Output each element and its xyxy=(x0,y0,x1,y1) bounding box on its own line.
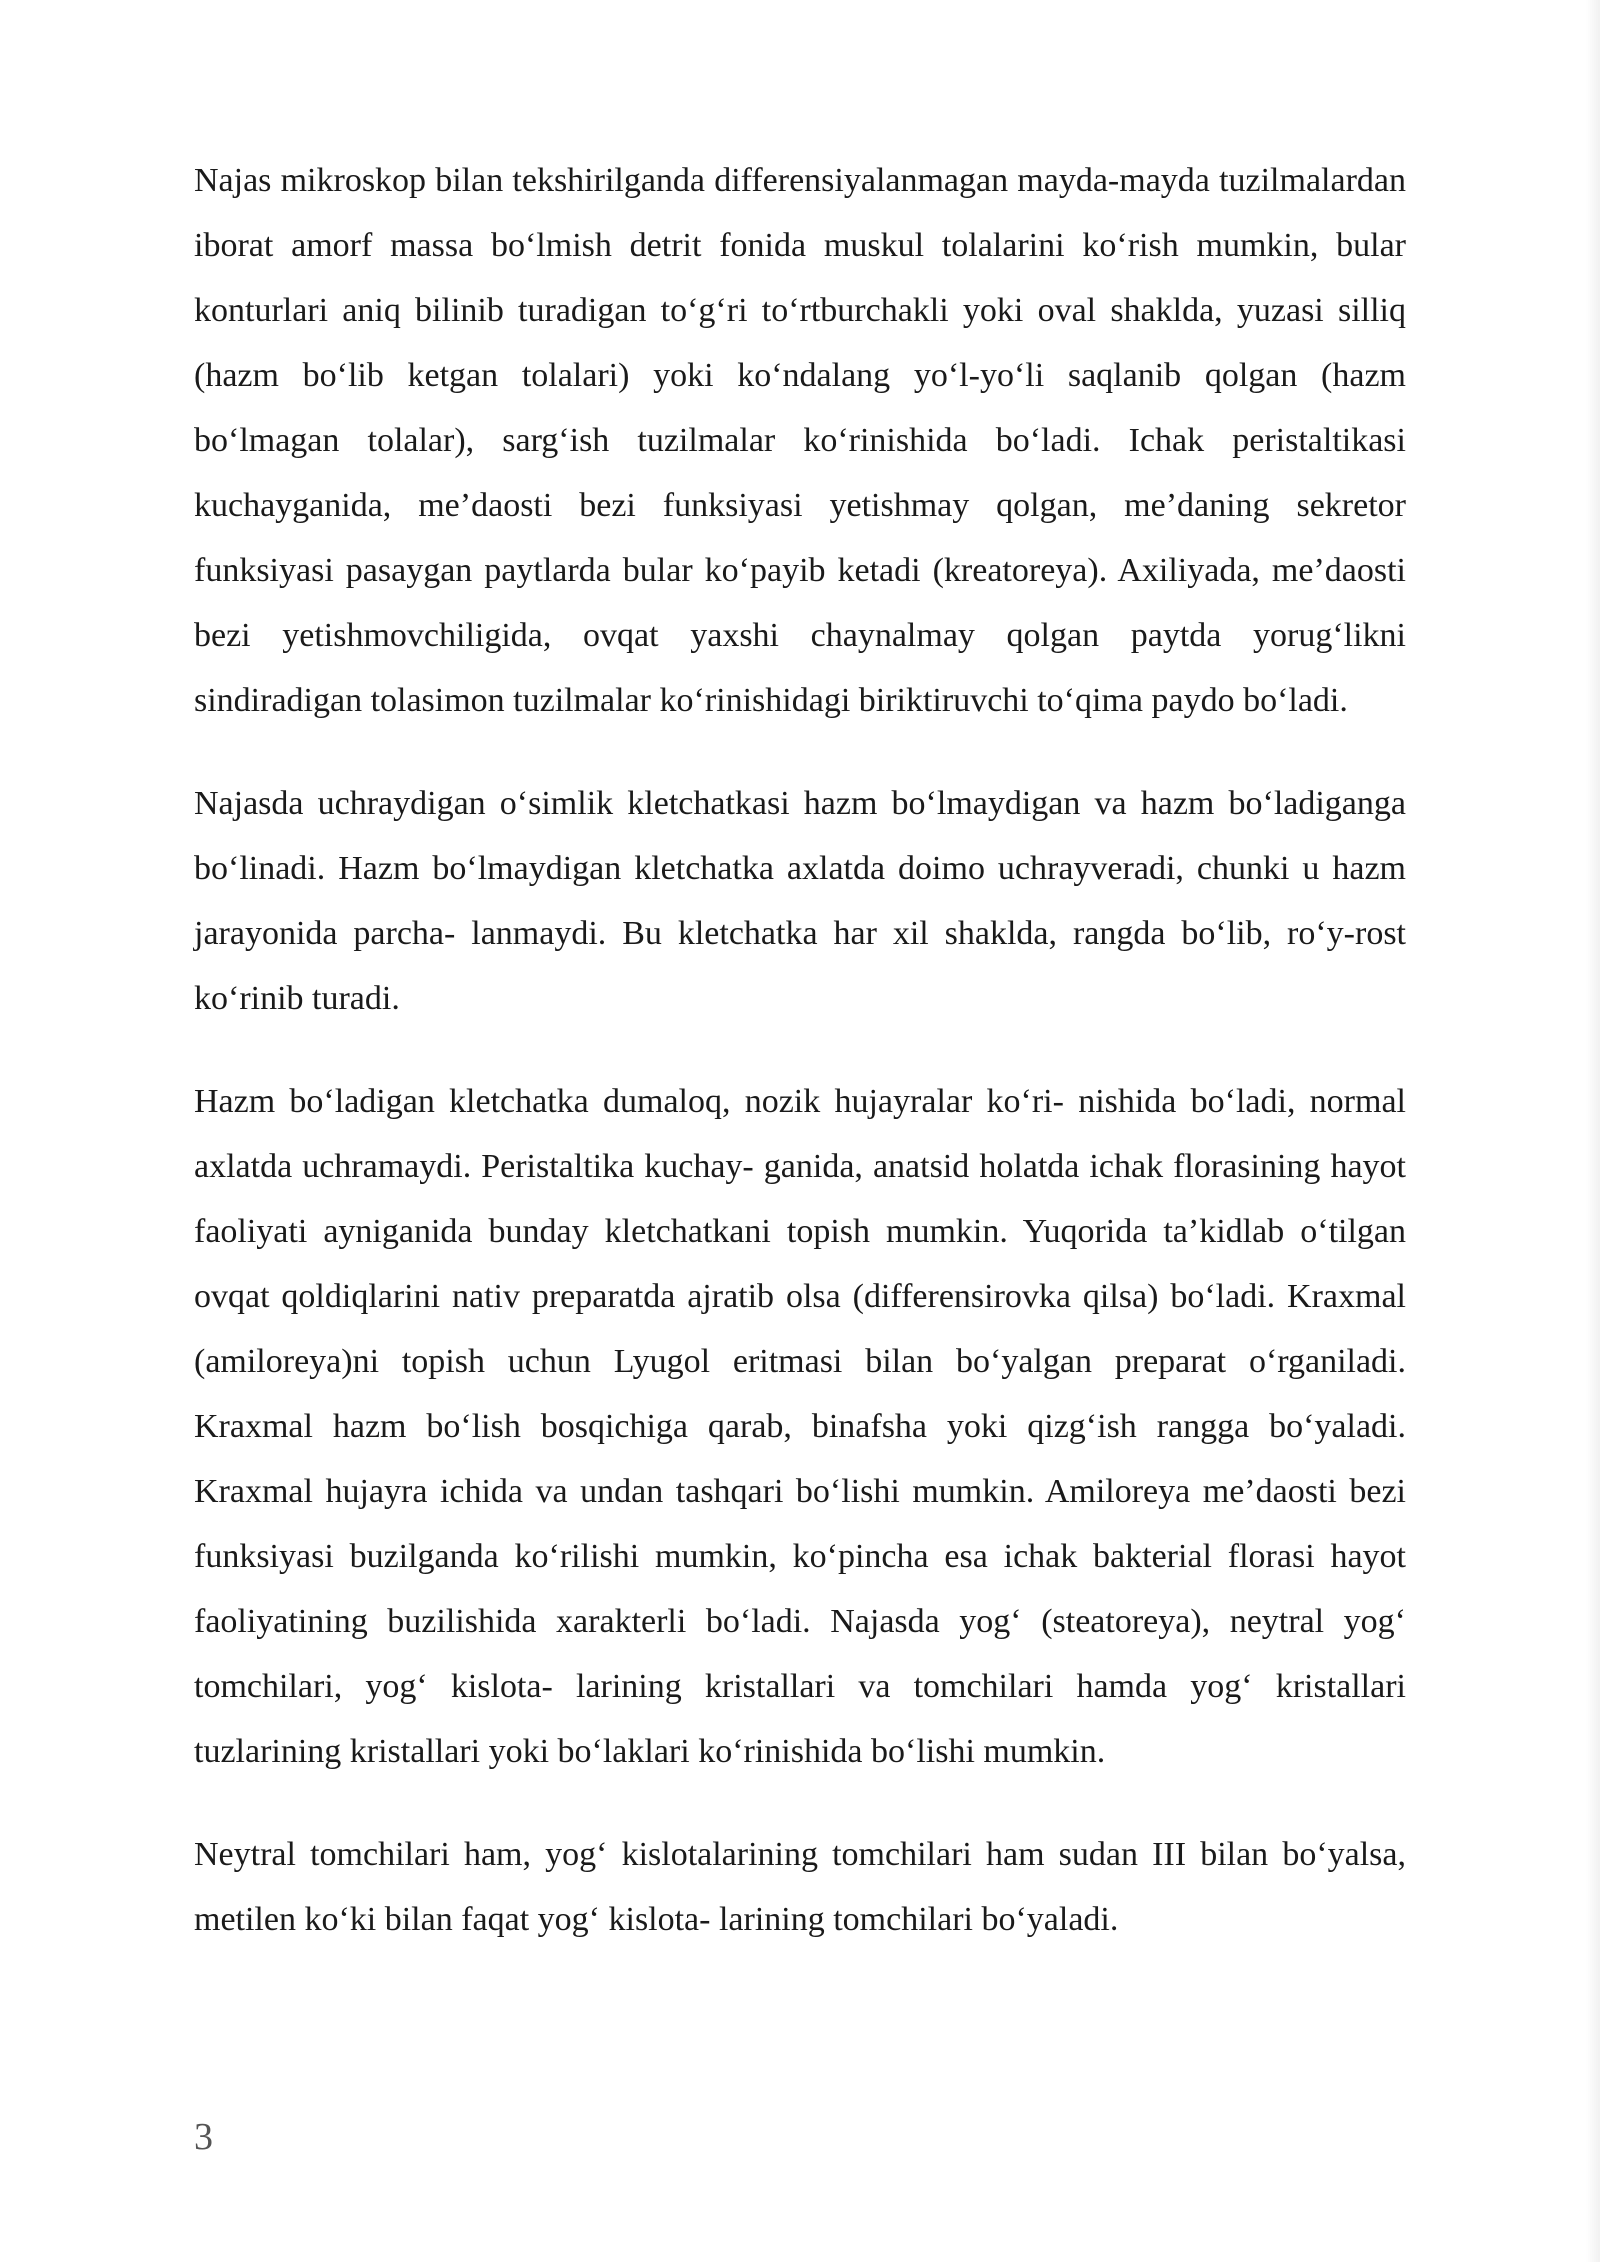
page-edge-shadow xyxy=(1586,0,1600,2262)
body-text xyxy=(194,148,1406,1990)
paragraph-1: Najas mikroskop bilan tekshirilganda differensiyalanmagan mayda-mayda tuzilmalardan iborat amorf massa bo‘lmish detrit fonida muskul tolalarini ko‘rish mumkin, bular konturlari aniq bilinib turadigan to‘g‘ri to‘rtburchakli yoki oval shaklda, yuzasi silliq (hazm bo‘lib ketgan tolalari) yoki ko‘ndalang yo‘l-yo‘li saqlanib qolgan (hazm bo‘lmagan tolalar), sarg‘ish tuzilmalar ko‘rinishida bo‘ladi. Ichak peristaltikasi kuchayganida, me’daosti bezi funksiyasi yetishmay qolgan, me’daning sekretor funksiyasi pasaygan paytlarda bular ko‘payib ketadi (kreatoreya). Axiliyada, me’daosti bezi yetishmovchiligida, ovqat yaxshi chaynalmay qolgan paytda yorug‘likni sindiradigan tolasimon tuzilmalar ko‘rinishidagi biriktiruvchi to‘qima paydo bo‘ladi. xyxy=(194,162,1406,719)
page-number: 3 xyxy=(194,2116,213,2158)
paragraph-3: Hazm bo‘ladigan kletchatka dumaloq, nozik hujayralar ko‘ri- nishida bo‘ladi, normal axlatda uchramaydi. Peristaltika kuchay- ganida, anatsid holatda ichak florasining hayot faoliyati ayniganida bunday kletchatkani topish mumkin. Yuqorida ta’kidlab o‘tilgan ovqat qoldiqlarini nativ preparatda ajratib olsa (differensirovka qilsa) bo‘ladi. Kraxmal (amiloreya)ni topish uchun Lyugol eritmasi bilan bo‘yalgan preparat o‘rganiladi. Kraxmal hazm bo‘lish bosqichiga qarab, binafsha yoki qizg‘ish rangga bo‘yaladi. Kraxmal hujayra ichida va undan tashqari bo‘lishi mumkin. Amiloreya me’daosti bezi funksiyasi buzilganda ko‘rilishi mumkin, ko‘pincha esa ichak bakterial florasi hayot faoliyatining buzilishida xarakterli bo‘ladi. Najasda yog‘ (steatoreya), neytral yog‘ tomchilari, yog‘ kislota- larining kristallari va tomchilari hamda yog‘ kristallari tuzlarining kristallari yoki bo‘laklari ko‘rinishida bo‘lishi mumkin. xyxy=(194,1083,1406,1770)
paragraph-2: Najasda uchraydigan o‘simlik kletchatkasi hazm bo‘lmaydigan va hazm bo‘ladiganga bo‘linadi. Hazm bo‘lmaydigan kletchatka axlatda doimo uchrayveradi, chunki u hazm jarayonida parcha- lanmaydi. Bu kletchatka har xil shaklda, rangda bo‘lib, ro‘y-rost ko‘rinib turadi. xyxy=(194,785,1406,1017)
paragraph-4: Neytral tomchilari ham, yog‘ kislotalarining tomchilari ham sudan III bilan bo‘yalsa, metilen ko‘ki bilan faqat yog‘ kislota- larining tomchilari bo‘yaladi. xyxy=(194,1836,1406,1938)
